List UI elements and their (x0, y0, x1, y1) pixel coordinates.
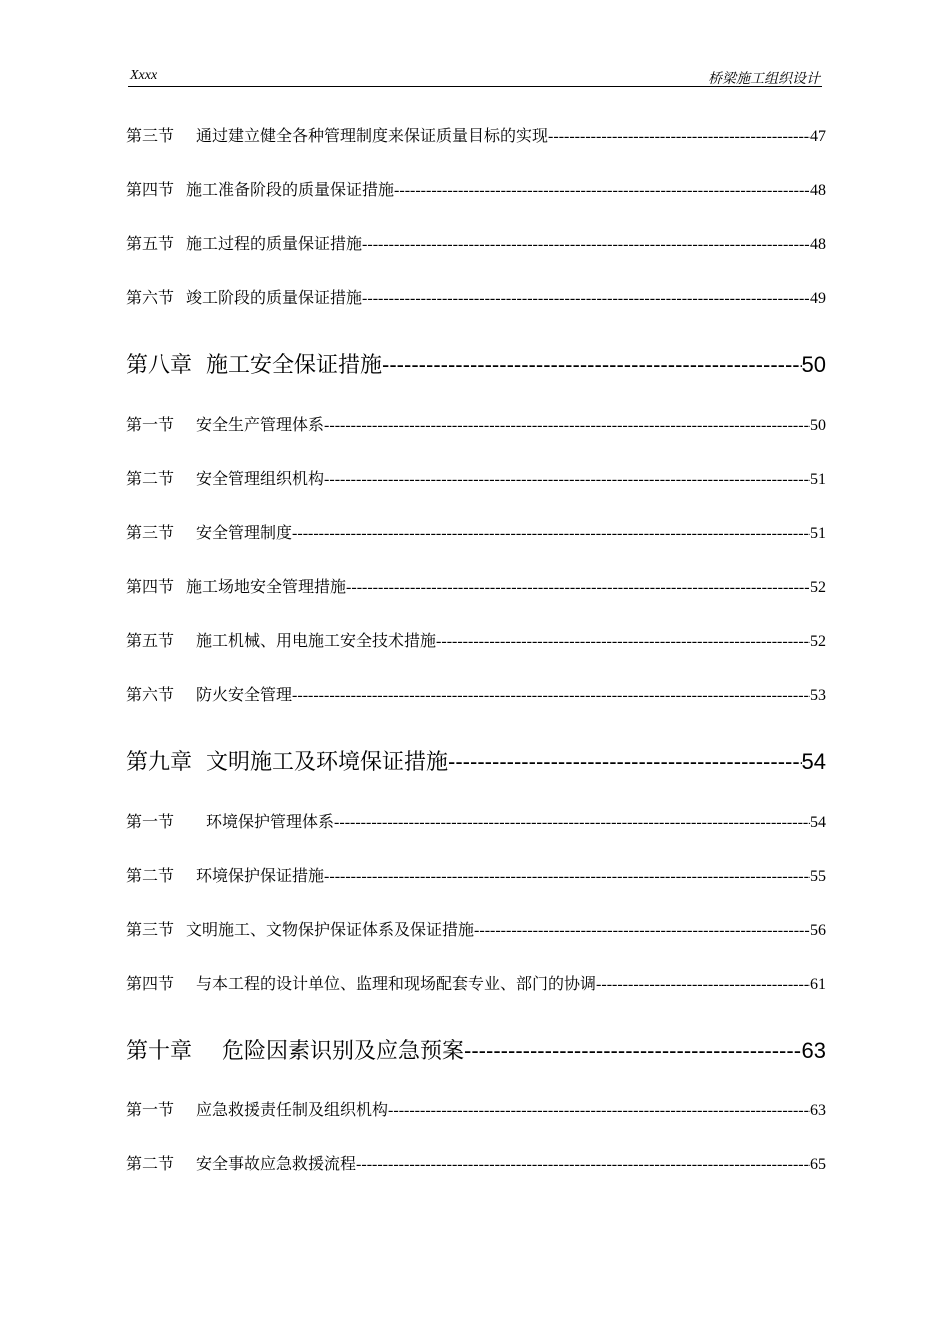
toc-entry-page: 53 (810, 687, 826, 704)
toc-entry-page: 48 (810, 182, 826, 199)
toc-entry-number: 第六节 (126, 685, 175, 704)
toc-entry-page: 51 (810, 525, 826, 542)
toc-entry-page: 56 (810, 922, 826, 939)
toc-entry-page: 65 (810, 1156, 826, 1173)
toc-entry[interactable] (126, 232, 826, 256)
toc-leader (356, 1153, 810, 1176)
toc-entry-number: 第四节 (126, 180, 175, 199)
toc-entry-title: 文明施工、文物保护保证体系及保证措施 (186, 920, 475, 939)
toc-leader (382, 349, 801, 381)
toc-leader (436, 630, 810, 653)
toc-entry-title: 施工机械、用电施工安全技术措施 (196, 631, 437, 650)
toc-entry[interactable] (126, 286, 826, 310)
toc-entry-title: 安全事故应急救援流程 (196, 1154, 357, 1173)
toc-chapter-title: 文明施工及环境保证措施 (206, 750, 449, 775)
toc-chapter-title: 施工安全保证措施 (206, 353, 383, 378)
toc-entry-title: 施工过程的质量保证措施 (186, 234, 363, 253)
toc-entry-page: 54 (810, 814, 826, 831)
toc-entry-title: 施工准备阶段的质量保证措施 (186, 180, 395, 199)
toc-chapter-page: 63 (801, 1038, 826, 1063)
toc-entry-title: 安全管理组织机构 (196, 469, 325, 488)
toc-leader (292, 522, 810, 545)
toc-entry-title: 环境保护管理体系 (206, 812, 335, 831)
toc-entry-page: 49 (810, 290, 826, 307)
toc-entry-title: 与本工程的设计单位、监理和现场配套专业、部门的协调 (196, 974, 597, 993)
toc-entry-page: 47 (810, 128, 826, 145)
toc-entry-page: 55 (810, 868, 826, 885)
toc-chapter-entry[interactable] (126, 1035, 826, 1067)
toc-leader (292, 684, 810, 707)
toc-entry-title: 环境保护保证措施 (196, 866, 325, 885)
toc-entry-number: 第四节 (126, 577, 175, 596)
toc-entry[interactable] (126, 1098, 826, 1122)
toc-entry-page: 52 (810, 579, 826, 596)
toc-chapter-page: 54 (801, 749, 826, 774)
toc-entry-number: 第六节 (126, 288, 175, 307)
toc-entry-title: 应急救援责任制及组织机构 (196, 1100, 389, 1119)
toc-entry-number: 第一节 (126, 812, 175, 831)
toc-entry-title: 安全生产管理体系 (196, 415, 325, 434)
toc-entry-number: 第四节 (126, 974, 175, 993)
toc-entry-number: 第二节 (126, 1154, 175, 1173)
toc-leader (448, 746, 801, 778)
toc-entry[interactable] (126, 918, 826, 942)
toc-entry[interactable] (126, 124, 826, 148)
toc-entry-page: 51 (810, 471, 826, 488)
toc-entry[interactable] (126, 683, 826, 707)
toc-chapter-number: 第九章 (126, 750, 193, 775)
toc-entry-number: 第一节 (126, 1100, 175, 1119)
toc-entry[interactable] (126, 629, 826, 653)
toc-entry-title: 竣工阶段的质量保证措施 (186, 288, 363, 307)
toc-entry-page: 63 (810, 1102, 826, 1119)
toc-leader (362, 287, 810, 310)
toc-entry[interactable] (126, 972, 826, 996)
toc-entry-page: 50 (810, 417, 826, 434)
toc-entry-title: 施工场地安全管理措施 (186, 577, 347, 596)
toc-leader (474, 919, 810, 942)
toc-entry[interactable] (126, 575, 826, 599)
toc-chapter-entry[interactable] (126, 746, 826, 778)
toc-entry-title: 安全管理制度 (196, 523, 293, 542)
toc-entry[interactable] (126, 810, 826, 834)
toc-leader (362, 233, 810, 256)
toc-chapter-entry[interactable] (126, 349, 826, 381)
toc-chapter-number: 第十章 (126, 1039, 193, 1064)
toc-entry[interactable] (126, 864, 826, 888)
header-left-text: Xxxx (130, 68, 158, 83)
toc-chapter-page: 50 (801, 352, 826, 377)
toc-leader (388, 1099, 810, 1122)
toc-entry-page: 61 (810, 976, 826, 993)
toc-entry[interactable] (126, 413, 826, 437)
toc-entry[interactable] (126, 178, 826, 202)
toc-entry-number: 第二节 (126, 866, 175, 885)
toc-entry-page: 48 (810, 236, 826, 253)
toc-entry-title: 通过建立健全各种管理制度来保证质量目标的实现 (196, 126, 549, 145)
toc-chapter-title: 危险因素识别及应急预案 (222, 1039, 465, 1064)
page-header (128, 68, 822, 87)
toc-entry[interactable] (126, 467, 826, 491)
toc-entry[interactable] (126, 521, 826, 545)
toc-leader (324, 468, 810, 491)
toc-leader (394, 179, 810, 202)
toc-entry-title: 防火安全管理 (196, 685, 293, 704)
toc-entry-number: 第三节 (126, 523, 175, 542)
toc-entry-number: 第三节 (126, 126, 175, 145)
toc-leader (596, 973, 810, 996)
toc-entry-number: 第一节 (126, 415, 175, 434)
toc-entry[interactable] (126, 1152, 826, 1176)
toc-leader (324, 414, 810, 437)
toc-entry-number: 第五节 (126, 631, 175, 650)
toc-entry-number: 第三节 (126, 920, 175, 939)
toc-entry-number: 第五节 (126, 234, 175, 253)
toc-chapter-number: 第八章 (126, 353, 193, 378)
toc-leader (324, 865, 810, 888)
toc-leader (346, 576, 810, 599)
toc-entry-page: 52 (810, 633, 826, 650)
toc-leader (334, 811, 810, 834)
toc-entry-number: 第二节 (126, 469, 175, 488)
header-document-title: 桥梁施工组织设计 (708, 72, 820, 87)
toc-leader (548, 125, 810, 148)
toc-leader (464, 1035, 801, 1067)
